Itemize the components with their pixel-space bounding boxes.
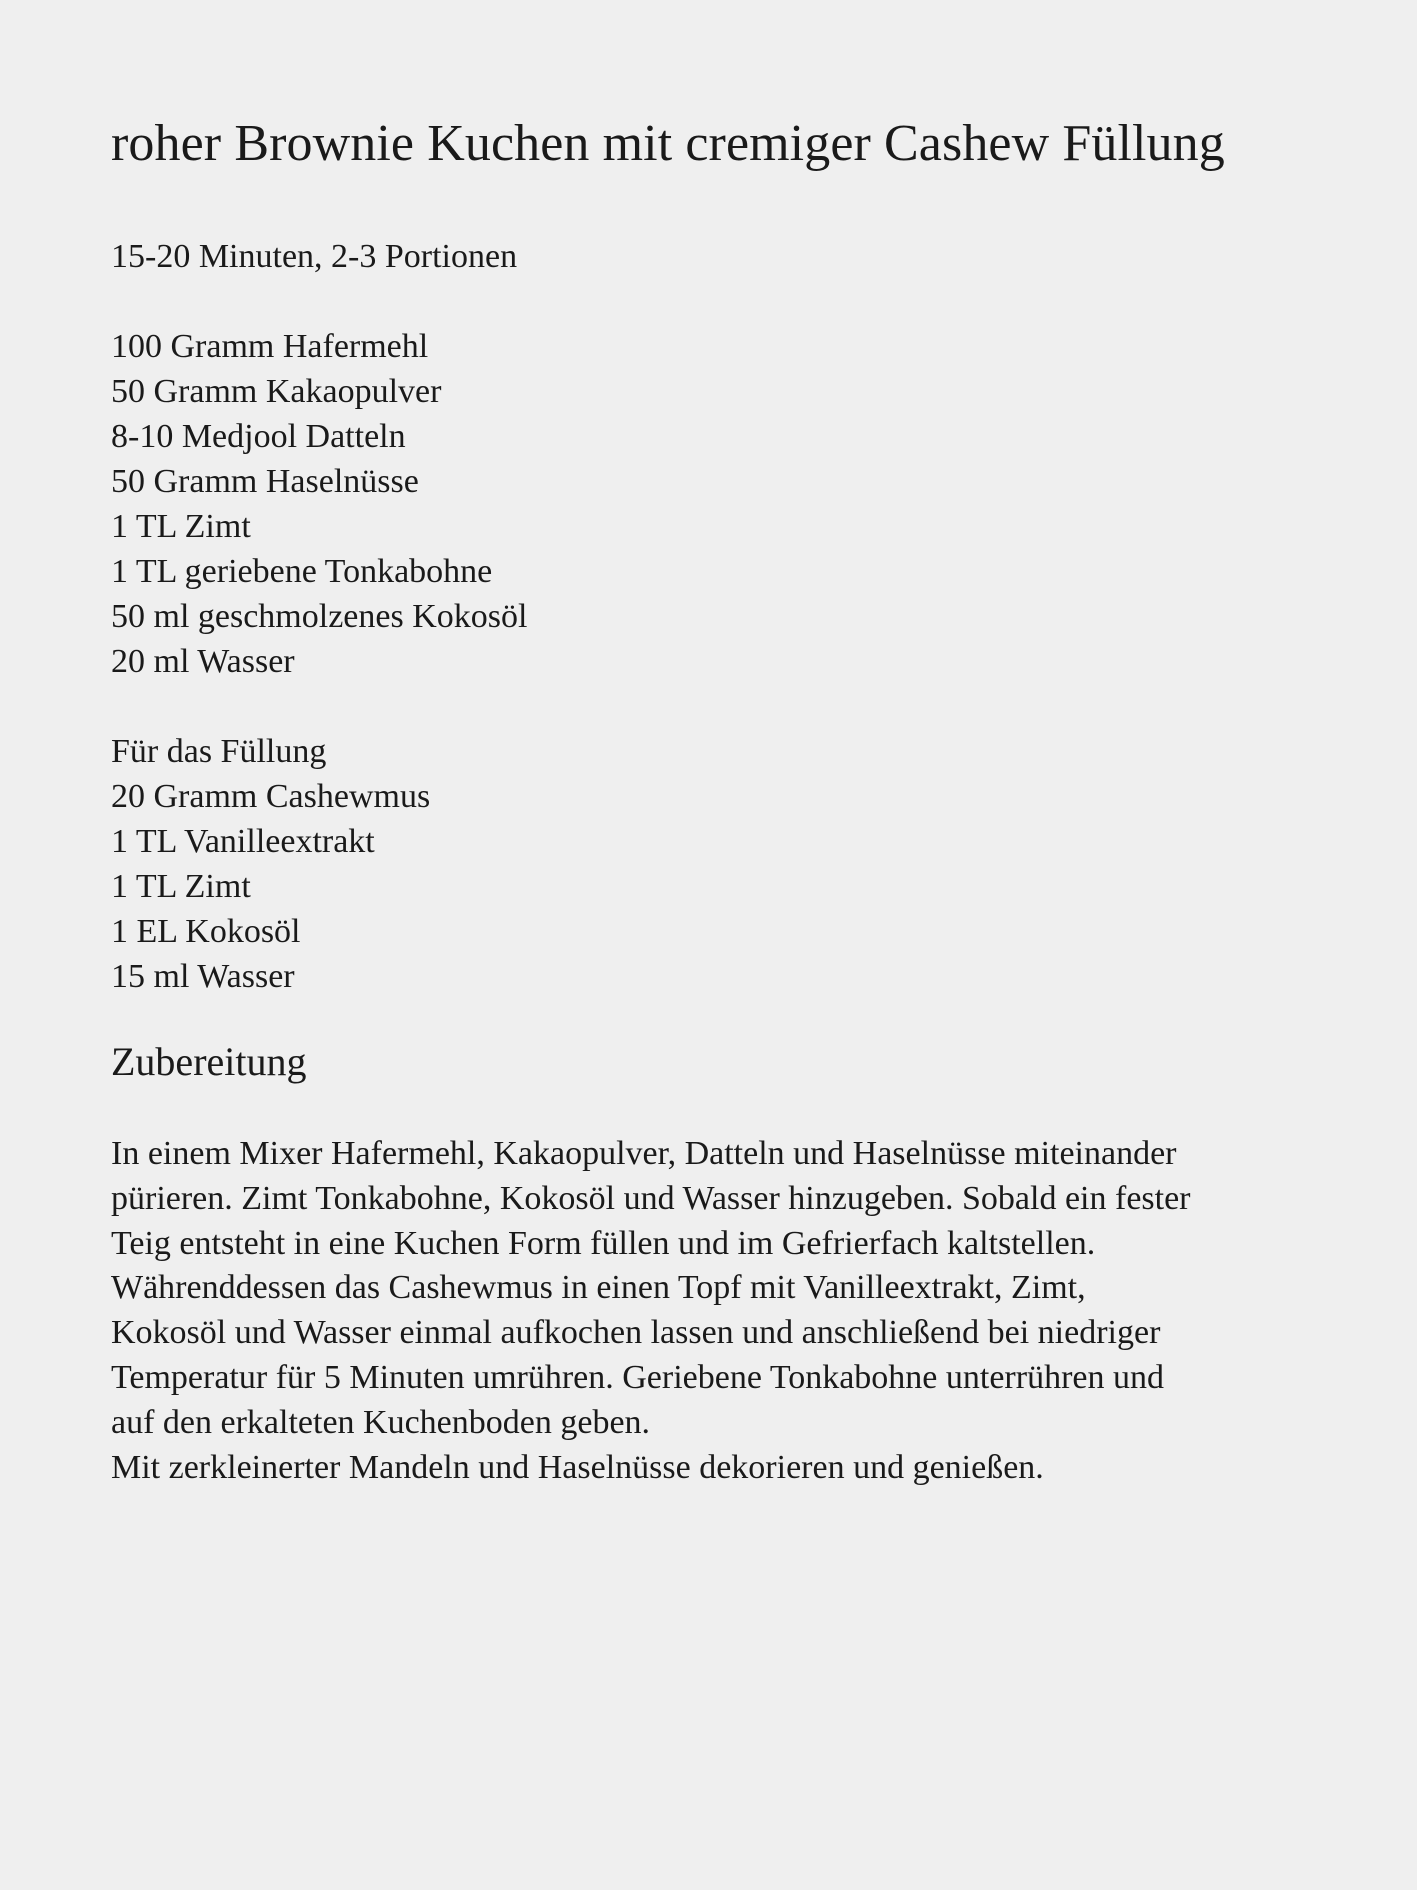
preparation-line: Währenddessen das Cashewmus in einen Topf mit Vanilleextrakt, Zimt, <box>111 1269 1086 1307</box>
filling-item: 1 TL Zimt <box>111 868 251 905</box>
preparation-line: In einem Mixer Hafermehl, Kakaopulver, Datteln und Haselnüsse miteinander <box>111 1135 1177 1172</box>
recipe-title: roher Brownie Kuchen mit cremiger Cashew Füllung <box>111 115 1225 172</box>
filling-item: 1 EL Kokosöl <box>111 913 301 950</box>
ingredient-item: 1 TL Zimt <box>111 508 251 545</box>
preparation-line: Kokosöl und Wasser einmal aufkochen lassen und anschließend bei niedriger <box>111 1314 1161 1352</box>
ingredient-item: 8-10 Medjool Datteln <box>111 418 406 455</box>
ingredient-item: 50 ml geschmolzenes Kokosöl <box>111 598 528 635</box>
filling-heading: Für das Füllung <box>111 733 327 770</box>
preparation-line: pürieren. Zimt Tonkabohne, Kokosöl und Wasser hinzugeben. Sobald ein fester <box>111 1179 1191 1217</box>
ingredient-item: 50 Gramm Haselnüsse <box>111 463 419 500</box>
filling-list <box>111 729 1331 999</box>
ingredient-item: 1 TL geriebene Tonkabohne <box>111 553 493 590</box>
ingredient-item: 50 Gramm Kakaopulver <box>111 373 442 410</box>
ingredient-list <box>111 324 1331 684</box>
preparation-text <box>111 1132 1331 1490</box>
recipe-meta: 15-20 Minuten, 2-3 Portionen <box>111 238 518 275</box>
filling-item: 15 ml Wasser <box>111 958 295 995</box>
preparation-line: Temperatur für 5 Minuten umrühren. Geriebene Tonkabohne unterrühren und <box>111 1358 1164 1396</box>
preparation-line: Teig entsteht in eine Kuchen Form füllen und im Gefrierfach kaltstellen. <box>111 1224 1096 1262</box>
preparation-line: Mit zerkleinerter Mandeln und Haselnüsse dekorieren und genießen. <box>111 1448 1044 1486</box>
preparation-heading: Zubereitung <box>111 1039 307 1084</box>
recipe-page <box>111 112 1331 1490</box>
ingredient-item: 100 Gramm Hafermehl <box>111 328 429 365</box>
filling-item: 1 TL Vanilleextrakt <box>111 823 375 860</box>
ingredient-item: 20 ml Wasser <box>111 643 295 680</box>
filling-item: 20 Gramm Cashewmus <box>111 778 431 815</box>
preparation-line: auf den erkalteten Kuchenboden geben. <box>111 1403 651 1441</box>
